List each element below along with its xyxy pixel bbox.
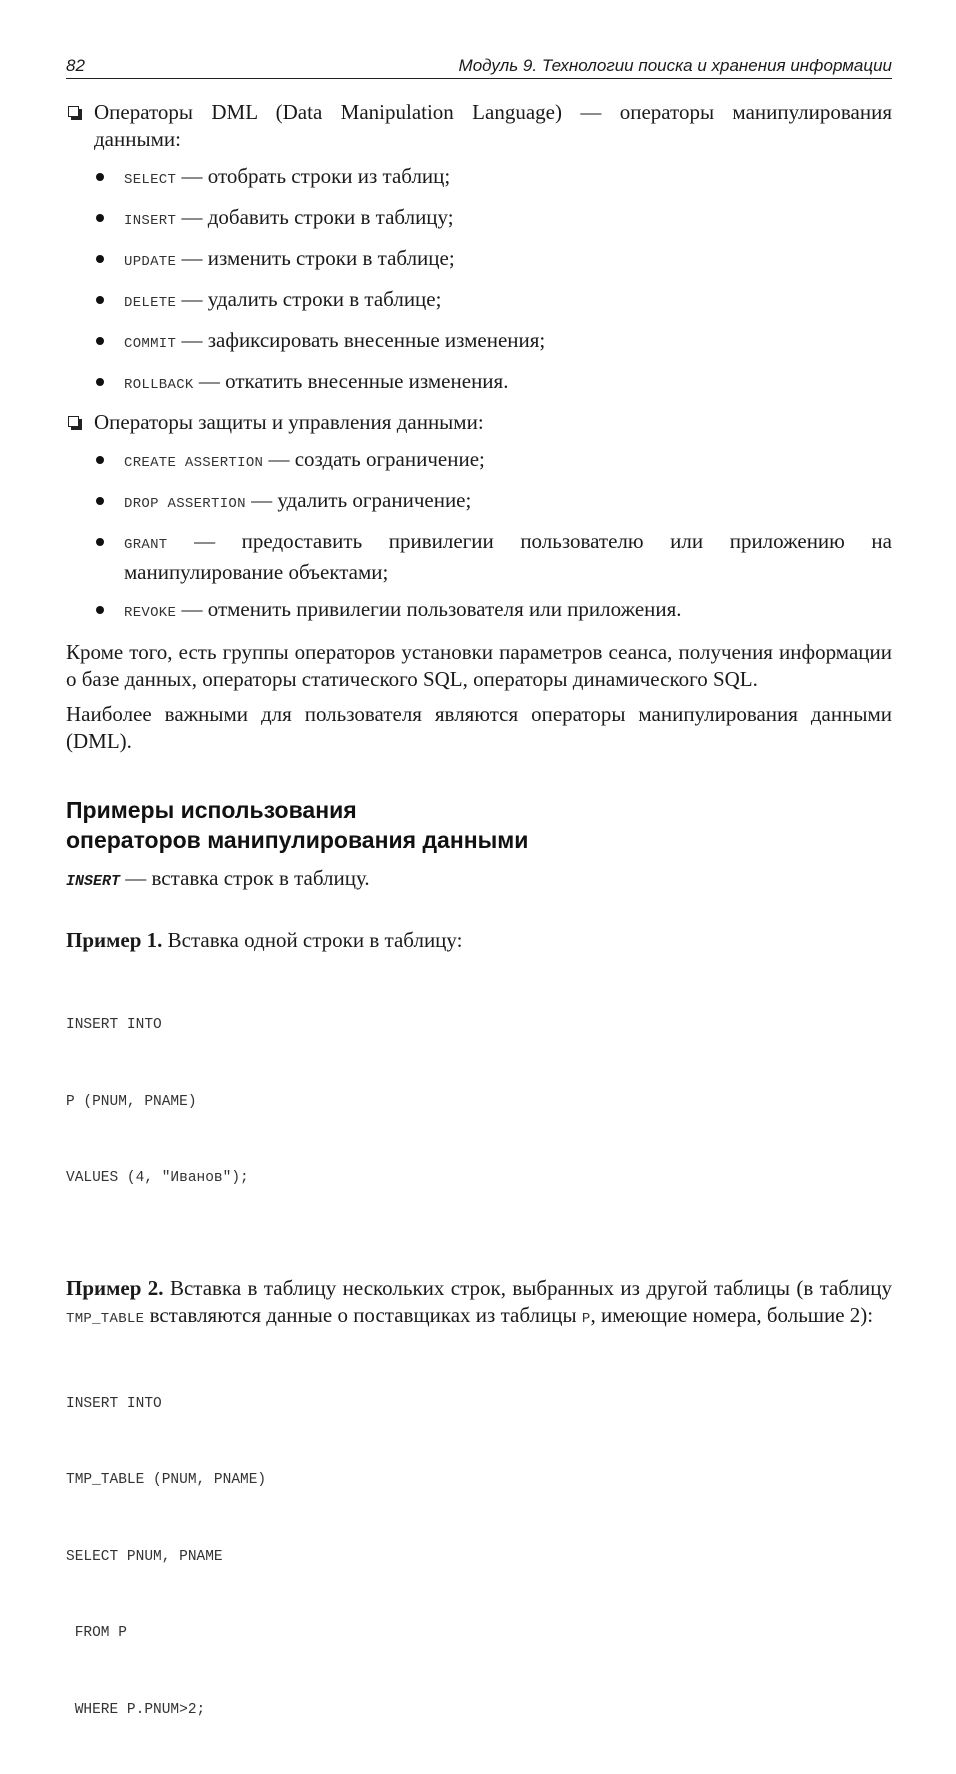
example-1-title <box>66 927 892 954</box>
list-item <box>66 368 892 399</box>
example-2-text-after: , имеющие номера, большие 2): <box>591 1303 874 1327</box>
bullet-dot-icon <box>96 606 104 614</box>
dml-list <box>66 163 892 399</box>
example-1-text: Вставка одной строки в таблицу: <box>162 928 462 952</box>
example-2-text-middle: вставляются данные о поставщиках из таблицы <box>144 1303 582 1327</box>
code-line: TMP_TABLE (PNUM, PNAME) <box>66 1468 892 1494</box>
bullet-dot-icon <box>96 173 104 181</box>
list-item <box>66 204 892 235</box>
sql-keyword: UPDATE <box>124 254 176 270</box>
insert-keyword: INSERT <box>66 873 120 890</box>
insert-description: — вставка строк в таблицу. <box>120 866 370 890</box>
heading-line-2: операторов манипулирования данными <box>66 827 528 853</box>
book-page <box>66 56 892 1774</box>
sql-keyword: REVOKE <box>124 605 176 621</box>
paragraph-other-groups: Кроме того, есть группы операторов установки параметров сеанса, получения информации о базе данных, операторы статического SQL, операторы динамического SQL. <box>66 639 892 693</box>
code-line: WHERE P.PNUM>2; <box>66 1698 892 1724</box>
security-lead: Операторы защиты и управления данными: <box>94 410 484 434</box>
item-description: — изменить строки в таблице; <box>176 246 454 270</box>
heading-line-1: Примеры использования <box>66 797 357 823</box>
code-line: SELECT PNUM, PNAME <box>66 1545 892 1571</box>
table-name-keyword: TMP_TABLE <box>66 1311 144 1327</box>
example-1-code <box>66 962 892 1243</box>
running-title: Модуль 9. Технологии поиска и хранения информации <box>459 56 892 76</box>
code-line: INSERT INTO <box>66 1392 892 1418</box>
sql-keyword: INSERT <box>124 213 176 229</box>
item-description: — откатить внесенные изменения. <box>194 369 509 393</box>
list-item <box>66 245 892 276</box>
example-2-code <box>66 1341 892 1774</box>
dml-lead: Операторы DML (Data Manipulation Language) — операторы манипулирования данными: <box>94 100 892 151</box>
bullet-dot-icon <box>96 214 104 222</box>
square-bullet-icon <box>68 106 79 117</box>
section-heading <box>66 795 892 855</box>
bullet-dot-icon <box>96 497 104 505</box>
item-description: — отменить привилегии пользователя или приложения. <box>176 597 681 621</box>
square-bullet-icon <box>68 416 79 427</box>
example-2-label: Пример 2. <box>66 1276 164 1300</box>
example-2-title <box>66 1275 892 1333</box>
item-description: — добавить строки в таблицу; <box>176 205 453 229</box>
example-1-label: Пример 1. <box>66 928 162 952</box>
code-line: VALUES (4, "Иванов"); <box>66 1166 892 1192</box>
paragraph-dml-importance: Наиболее важными для пользователя являются операторы манипулирования данными (DML). <box>66 701 892 755</box>
item-description: — зафиксировать внесенные изменения; <box>176 328 545 352</box>
sql-keyword: COMMIT <box>124 336 176 352</box>
bullet-dot-icon <box>96 378 104 386</box>
list-item <box>66 487 892 518</box>
security-list <box>66 446 892 627</box>
list-item <box>66 446 892 477</box>
sql-keyword: DELETE <box>124 295 176 311</box>
bullet-dot-icon <box>96 538 104 546</box>
item-description: — создать ограничение; <box>263 447 485 471</box>
dml-section <box>66 99 892 153</box>
bullet-dot-icon <box>96 255 104 263</box>
code-line: FROM P <box>66 1621 892 1647</box>
bullet-dot-icon <box>96 296 104 304</box>
insert-intro <box>66 865 892 895</box>
sql-keyword: SELECT <box>124 172 176 188</box>
list-item <box>66 163 892 194</box>
item-description: — отобрать строки из таблиц; <box>176 164 450 188</box>
bullet-dot-icon <box>96 456 104 464</box>
table-name-keyword: P <box>582 1311 591 1327</box>
sql-keyword: ROLLBACK <box>124 377 194 393</box>
code-line: INSERT INTO <box>66 1013 892 1039</box>
example-2-text-before: Вставка в таблицу нескольких строк, выбранных из другой таблицы (в таблицу <box>164 1276 892 1300</box>
item-description: — предоставить привилегии пользователю или приложению на манипулирование объектами; <box>124 529 892 584</box>
sql-keyword: GRANT <box>124 537 168 553</box>
sql-keyword: CREATE ASSERTION <box>124 455 263 471</box>
list-item <box>66 327 892 358</box>
list-item <box>66 286 892 317</box>
security-section <box>66 409 892 436</box>
item-description: — удалить строки в таблице; <box>176 287 441 311</box>
code-line: P (PNUM, PNAME) <box>66 1090 892 1116</box>
list-item <box>66 596 892 627</box>
page-number: 82 <box>66 56 85 76</box>
list-item <box>66 528 892 586</box>
bullet-dot-icon <box>96 337 104 345</box>
item-description: — удалить ограничение; <box>246 488 472 512</box>
sql-keyword: DROP ASSERTION <box>124 496 246 512</box>
page-body <box>66 99 892 1774</box>
running-header <box>66 56 892 79</box>
